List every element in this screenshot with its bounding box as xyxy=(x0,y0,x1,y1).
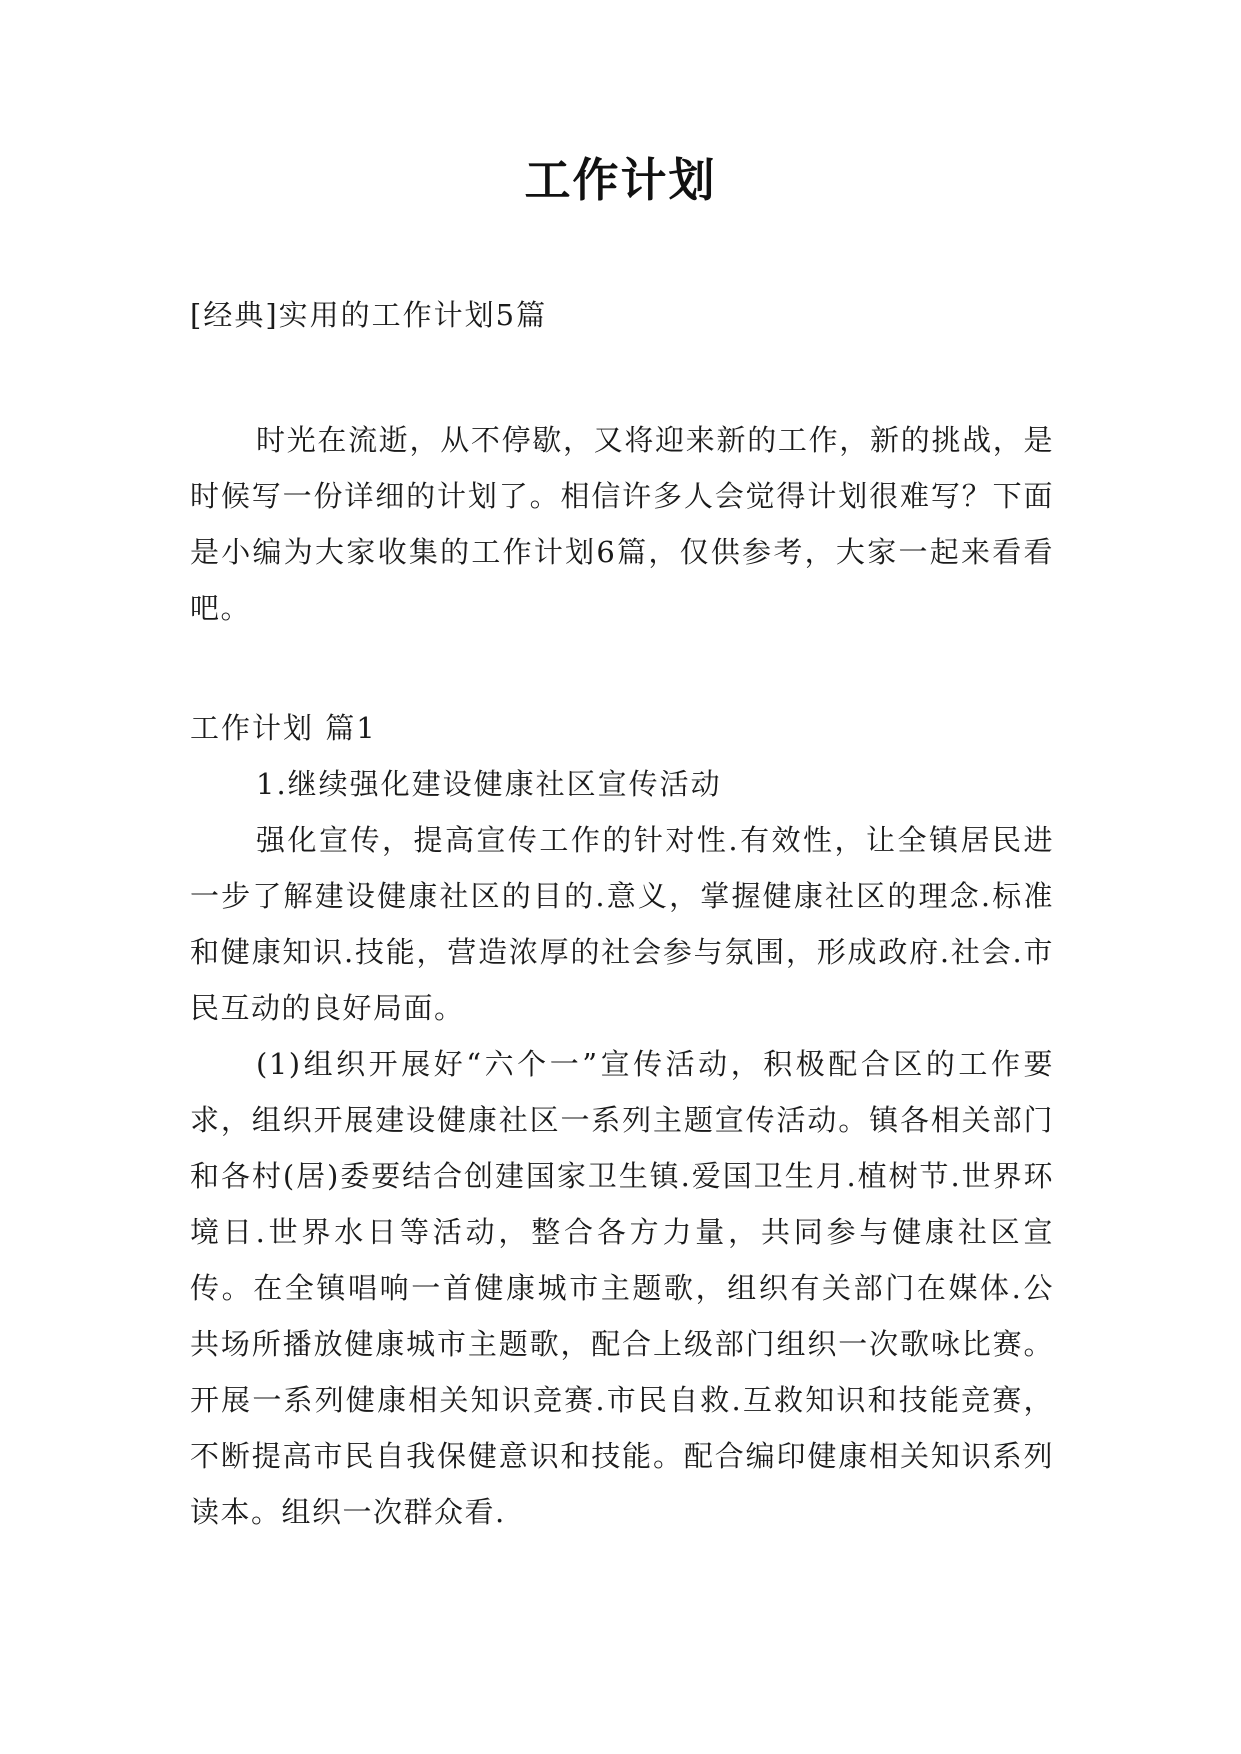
intro-block xyxy=(190,412,1054,636)
body-paragraph: 强化宣传，提高宣传工作的针对性.有效性，让全镇居民进一步了解建设健康社区的目的.意义，掌握健康社区的理念.标准和健康知识.技能，营造浓厚的社会参与氛围，形成政府.社会.市民互动的良好局面。 xyxy=(190,823,1054,1025)
document-subtitle: [经典]实用的工作计划5篇 xyxy=(190,298,548,332)
item-heading: 1.继续强化建设健康社区宣传活动 xyxy=(256,767,722,801)
intro-paragraph: 时光在流逝，从不停歇，又将迎来新的工作，新的挑战，是时候写一份详细的计划了。相信许多人会觉得计划很难写？下面是小编为大家收集的工作计划6篇，仅供参考，大家一起来看看吧。 xyxy=(190,423,1054,625)
section-1 xyxy=(190,700,1054,1540)
document-title: 工作计划 xyxy=(524,153,717,207)
section-heading: 工作计划 篇1 xyxy=(190,711,377,745)
body-paragraph: (1)组织开展好“六个一”宣传活动，积极配合区的工作要求，组织开展建设健康社区一系列主题宣传活动。镇各相关部门和各村(居)委要结合创建国家卫生镇.爱国卫生月.植树节.世界环境日.世界水日等活动，整合各方力量，共同参与健康社区宣传。在全镇唱响一首健康城市主题歌，组织有关部门在媒体.公共场所播放健康城市主题歌，配合上级部门组织一次歌咏比赛。开展一系列健康相关知识竞赛.市民自救.互救知识和技能竞赛，不断提高市民自我保健意识和技能。配合编印健康相关知识系列读本。组织一次群众看. xyxy=(190,1047,1054,1529)
